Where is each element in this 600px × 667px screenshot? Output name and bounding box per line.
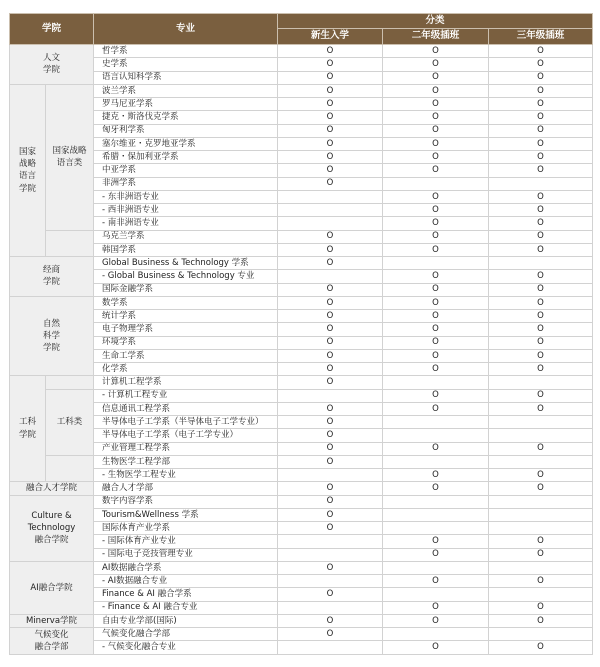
- table-row: [10, 508, 593, 521]
- admission-mark-second-year: O: [383, 243, 489, 256]
- admission-mark-freshman: O: [278, 614, 383, 627]
- admission-mark-second-year: O: [383, 349, 489, 362]
- table-row: [10, 283, 593, 296]
- school-label-line: 语言类: [56, 158, 83, 169]
- major-name: 产业管理工程学系: [94, 442, 278, 455]
- school-cell: [10, 614, 94, 627]
- admission-mark-third-year: O: [489, 575, 593, 588]
- table-row: [10, 641, 593, 654]
- admission-mark-freshman: [278, 190, 383, 203]
- admission-mark-freshman: O: [278, 323, 383, 336]
- major-name: 波兰学系: [94, 84, 278, 97]
- admission-mark-freshman: O: [278, 495, 383, 508]
- admission-mark-third-year: O: [489, 349, 593, 362]
- admission-mark-second-year: O: [383, 230, 489, 243]
- admission-mark-third-year: O: [489, 190, 593, 203]
- admission-mark-third-year: O: [489, 98, 593, 111]
- school-label-line: 人文: [43, 53, 61, 64]
- admission-mark-third-year: O: [489, 243, 593, 256]
- admission-mark-freshman: O: [278, 336, 383, 349]
- header-row-top: [10, 14, 593, 29]
- header-major: 专业: [94, 14, 278, 45]
- admission-mark-second-year: [383, 561, 489, 574]
- major-name: 自由专业学部(国际): [94, 614, 278, 627]
- major-name: 非洲学系: [94, 177, 278, 190]
- table-row: [10, 270, 593, 283]
- admission-mark-freshman: [278, 641, 383, 654]
- admission-mark-freshman: O: [278, 349, 383, 362]
- admission-mark-second-year: O: [383, 363, 489, 376]
- admission-mark-freshman: O: [278, 508, 383, 521]
- table-row: [10, 349, 593, 362]
- major-name: 生命工学系: [94, 349, 278, 362]
- admission-mark-freshman: O: [278, 45, 383, 58]
- major-name: 半导体电子工学系（半导体电子工学专业）: [94, 416, 278, 429]
- admission-mark-third-year: O: [489, 111, 593, 124]
- admission-mark-second-year: O: [383, 641, 489, 654]
- admission-mark-second-year: [383, 429, 489, 442]
- admission-mark-second-year: [383, 508, 489, 521]
- admission-mark-freshman: O: [278, 402, 383, 415]
- admission-mark-third-year: O: [489, 58, 593, 71]
- admission-mark-second-year: O: [383, 575, 489, 588]
- table-row: [10, 217, 593, 230]
- admission-mark-freshman: O: [278, 283, 383, 296]
- admission-mark-third-year: O: [489, 601, 593, 614]
- admission-mark-second-year: [383, 177, 489, 190]
- major-name: 计算机工程学系: [94, 376, 278, 389]
- admission-mark-second-year: O: [383, 535, 489, 548]
- table-row: [10, 58, 593, 71]
- admission-mark-third-year: [489, 257, 593, 270]
- school-label-line: 融合学院: [34, 535, 69, 546]
- major-name: - 计算机工程专业: [94, 389, 278, 402]
- admission-mark-second-year: O: [383, 124, 489, 137]
- admission-mark-third-year: O: [489, 442, 593, 455]
- header-school: 学院: [10, 14, 94, 45]
- major-name: - 气候变化融合专业: [94, 641, 278, 654]
- school-cell: [10, 495, 94, 561]
- admission-mark-third-year: O: [489, 124, 593, 137]
- admission-mark-freshman: [278, 535, 383, 548]
- admission-mark-freshman: O: [278, 177, 383, 190]
- admission-mark-third-year: [489, 495, 593, 508]
- admission-mark-third-year: O: [489, 336, 593, 349]
- major-name: 希腊・保加利亚学系: [94, 151, 278, 164]
- admission-mark-third-year: [489, 376, 593, 389]
- admission-mark-third-year: [489, 429, 593, 442]
- admission-mark-second-year: O: [383, 217, 489, 230]
- major-name: 哲学系: [94, 45, 278, 58]
- admission-mark-third-year: [489, 508, 593, 521]
- admission-mark-second-year: O: [383, 323, 489, 336]
- admission-mark-second-year: O: [383, 336, 489, 349]
- admission-mark-freshman: O: [278, 442, 383, 455]
- table-row: [10, 522, 593, 535]
- admission-mark-second-year: O: [383, 482, 489, 495]
- admission-mark-third-year: O: [489, 137, 593, 150]
- admission-mark-freshman: [278, 270, 383, 283]
- admission-mark-second-year: [383, 416, 489, 429]
- admission-mark-second-year: O: [383, 296, 489, 309]
- major-name: 生物医学工程学部: [94, 455, 278, 468]
- admission-mark-freshman: O: [278, 111, 383, 124]
- admission-mark-second-year: [383, 628, 489, 641]
- admission-mark-freshman: O: [278, 84, 383, 97]
- school-cell: [10, 296, 94, 376]
- admission-mark-third-year: [489, 588, 593, 601]
- major-name: 数学系: [94, 296, 278, 309]
- table-row: [10, 535, 593, 548]
- admission-mark-third-year: [489, 416, 593, 429]
- major-name: 国际体育产业学系: [94, 522, 278, 535]
- admission-mark-freshman: [278, 389, 383, 402]
- table-row: [10, 614, 593, 627]
- admission-mark-third-year: O: [489, 71, 593, 84]
- admission-mark-second-year: [383, 522, 489, 535]
- admission-mark-second-year: O: [383, 58, 489, 71]
- major-name: - 国际体育产业专业: [94, 535, 278, 548]
- major-name: - 国际电子竞技管理专业: [94, 548, 278, 561]
- school-label-line: 融合人才学院: [26, 483, 78, 494]
- admission-mark-second-year: O: [383, 548, 489, 561]
- school-label-line: 学院: [43, 277, 61, 288]
- admission-mark-second-year: O: [383, 190, 489, 203]
- major-name: 融合人才学部: [94, 482, 278, 495]
- major-name: 匈牙利学系: [94, 124, 278, 137]
- admission-mark-third-year: O: [489, 323, 593, 336]
- admission-mark-third-year: O: [489, 641, 593, 654]
- major-name: - 南非洲语专业: [94, 217, 278, 230]
- table-row: [10, 402, 593, 415]
- school-cell: [10, 628, 94, 655]
- sub-category-blank: [46, 230, 94, 257]
- admission-mark-second-year: O: [383, 84, 489, 97]
- school-cell: [10, 84, 46, 256]
- admission-mark-third-year: [489, 455, 593, 468]
- school-label-line: Culture &: [31, 510, 72, 521]
- admission-mark-freshman: O: [278, 429, 383, 442]
- table-row: [10, 495, 593, 508]
- sub-category-blank: [46, 455, 94, 482]
- admission-mark-freshman: [278, 469, 383, 482]
- school-cell: [10, 257, 94, 297]
- sub-category-cell: [46, 389, 94, 455]
- table-row: [10, 190, 593, 203]
- school-label-line: 学院: [18, 429, 36, 440]
- admission-mark-second-year: O: [383, 601, 489, 614]
- major-name: 电子物理学系: [94, 323, 278, 336]
- table-row: [10, 575, 593, 588]
- table-row: [10, 429, 593, 442]
- school-label-line: 学院: [43, 343, 61, 354]
- major-name: 信息通讯工程学系: [94, 402, 278, 415]
- school-label-line: Technology: [27, 523, 76, 534]
- admission-mark-second-year: O: [383, 45, 489, 58]
- admission-mark-second-year: [383, 455, 489, 468]
- major-name: 化学系: [94, 363, 278, 376]
- admission-mark-second-year: O: [383, 614, 489, 627]
- admission-mark-second-year: O: [383, 389, 489, 402]
- table-row: [10, 310, 593, 323]
- admission-mark-freshman: O: [278, 151, 383, 164]
- major-name: - 西非洲语专业: [94, 204, 278, 217]
- school-label-line: 战略: [18, 159, 36, 170]
- header-category: 分类: [278, 14, 593, 29]
- admission-mark-third-year: [489, 522, 593, 535]
- admission-mark-freshman: O: [278, 98, 383, 111]
- admission-mark-second-year: O: [383, 402, 489, 415]
- admission-mark-second-year: [383, 257, 489, 270]
- admission-mark-third-year: [489, 561, 593, 574]
- major-name: 捷克・斯洛伐克学系: [94, 111, 278, 124]
- school-cell: [10, 482, 94, 495]
- table-row: [10, 230, 593, 243]
- sub-category-cell: [46, 84, 94, 230]
- admission-mark-second-year: O: [383, 164, 489, 177]
- major-name: 统计学系: [94, 310, 278, 323]
- admission-mark-second-year: O: [383, 442, 489, 455]
- admission-mark-freshman: O: [278, 416, 383, 429]
- table-row: [10, 389, 593, 402]
- school-label-line: 气候变化: [34, 629, 69, 640]
- major-name: 国际金融学系: [94, 283, 278, 296]
- admission-mark-third-year: O: [489, 469, 593, 482]
- admission-mark-second-year: O: [383, 204, 489, 217]
- school-cell: [10, 376, 46, 482]
- major-name: 环境学系: [94, 336, 278, 349]
- admission-mark-freshman: [278, 575, 383, 588]
- major-name: 数字内容学系: [94, 495, 278, 508]
- admission-mark-freshman: O: [278, 257, 383, 270]
- table-row: [10, 548, 593, 561]
- school-label-line: 自然: [43, 318, 61, 329]
- table-row: [10, 469, 593, 482]
- table-row: [10, 561, 593, 574]
- table-row: [10, 257, 593, 270]
- major-name: 气候变化融合学部: [94, 628, 278, 641]
- major-name: - AI数据融合专业: [94, 575, 278, 588]
- admission-mark-third-year: O: [489, 482, 593, 495]
- admission-mark-third-year: O: [489, 389, 593, 402]
- admission-mark-freshman: O: [278, 164, 383, 177]
- school-label-line: 学院: [43, 65, 61, 76]
- sub-category-blank: [46, 376, 94, 389]
- admission-mark-third-year: O: [489, 230, 593, 243]
- table-row: [10, 601, 593, 614]
- major-name: - Finance & AI 融合专业: [94, 601, 278, 614]
- school-label-line: Minerva学院: [25, 615, 78, 626]
- table-row: [10, 164, 593, 177]
- table-row: [10, 98, 593, 111]
- admission-mark-second-year: O: [383, 111, 489, 124]
- school-label-line: AI融合学院: [30, 582, 73, 593]
- school-cell: [10, 561, 94, 614]
- table-body: [10, 45, 593, 655]
- major-name: 语言认知科学系: [94, 71, 278, 84]
- table-row: [10, 137, 593, 150]
- admission-mark-second-year: [383, 588, 489, 601]
- major-name: 塞尔维亚・克罗地亚学系: [94, 137, 278, 150]
- header-col-freshman: 新生入学: [278, 29, 383, 45]
- admission-mark-second-year: O: [383, 310, 489, 323]
- admission-mark-freshman: O: [278, 455, 383, 468]
- header-col-second-year: 二年级插班: [383, 29, 489, 45]
- major-name: Tourism&Wellness 学系: [94, 508, 278, 521]
- table-row: [10, 363, 593, 376]
- admission-mark-second-year: O: [383, 71, 489, 84]
- admission-mark-freshman: O: [278, 71, 383, 84]
- admission-mark-third-year: O: [489, 310, 593, 323]
- admission-mark-third-year: O: [489, 270, 593, 283]
- table-row: [10, 588, 593, 601]
- admission-mark-second-year: [383, 376, 489, 389]
- school-cell: [10, 45, 94, 85]
- admission-mark-freshman: O: [278, 58, 383, 71]
- admission-mark-third-year: O: [489, 402, 593, 415]
- admission-mark-third-year: O: [489, 363, 593, 376]
- table-row: [10, 482, 593, 495]
- major-name: Finance & AI 融合学系: [94, 588, 278, 601]
- table-row: [10, 455, 593, 468]
- major-name: AI数据融合学系: [94, 561, 278, 574]
- admission-mark-freshman: O: [278, 561, 383, 574]
- major-name: 罗马尼亚学系: [94, 98, 278, 111]
- admission-mark-freshman: O: [278, 296, 383, 309]
- admission-mark-third-year: O: [489, 164, 593, 177]
- admission-mark-freshman: O: [278, 230, 383, 243]
- header-col-third-year: 三年级插班: [489, 29, 593, 45]
- admission-mark-second-year: O: [383, 469, 489, 482]
- school-label-line: 国家: [18, 146, 36, 157]
- admission-mark-third-year: O: [489, 151, 593, 164]
- admission-mark-third-year: O: [489, 535, 593, 548]
- table-row: [10, 111, 593, 124]
- table-row: [10, 296, 593, 309]
- admission-mark-freshman: O: [278, 376, 383, 389]
- table-row: [10, 442, 593, 455]
- major-name: 史学系: [94, 58, 278, 71]
- admission-mark-second-year: O: [383, 98, 489, 111]
- table-row: [10, 204, 593, 217]
- admission-mark-freshman: [278, 548, 383, 561]
- admission-mark-third-year: O: [489, 548, 593, 561]
- admission-mark-freshman: O: [278, 124, 383, 137]
- admission-mark-third-year: O: [489, 204, 593, 217]
- school-label-line: 融合学部: [34, 641, 69, 652]
- admission-mark-freshman: [278, 217, 383, 230]
- admission-mark-second-year: O: [383, 151, 489, 164]
- major-name: 乌克兰学系: [94, 230, 278, 243]
- admission-mark-third-year: O: [489, 217, 593, 230]
- admission-mark-freshman: [278, 601, 383, 614]
- table-row: [10, 84, 593, 97]
- table-row: [10, 376, 593, 389]
- major-name: - 东非洲语专业: [94, 190, 278, 203]
- table-row: [10, 416, 593, 429]
- table-row: [10, 243, 593, 256]
- table-row: [10, 45, 593, 58]
- school-label-line: 工科: [18, 417, 36, 428]
- major-name: - Global Business & Technology 专业: [94, 270, 278, 283]
- admission-mark-freshman: O: [278, 243, 383, 256]
- school-label-line: 经商: [43, 265, 61, 276]
- table-row: [10, 71, 593, 84]
- admission-mark-third-year: [489, 628, 593, 641]
- major-name: 韩国学系: [94, 243, 278, 256]
- admission-mark-freshman: O: [278, 363, 383, 376]
- table-row: [10, 124, 593, 137]
- admission-mark-freshman: O: [278, 137, 383, 150]
- major-name: Global Business & Technology 学系: [94, 257, 278, 270]
- admission-mark-third-year: [489, 177, 593, 190]
- admission-mark-freshman: [278, 204, 383, 217]
- school-label-line: 语言: [18, 171, 36, 182]
- admission-mark-freshman: O: [278, 482, 383, 495]
- major-name: 半导体电子工学系（电子工学专业）: [94, 429, 278, 442]
- admission-mark-second-year: O: [383, 270, 489, 283]
- admission-mark-second-year: [383, 495, 489, 508]
- major-name: - 生物医学工程专业: [94, 469, 278, 482]
- admission-mark-second-year: O: [383, 137, 489, 150]
- table-row: [10, 628, 593, 641]
- admission-mark-freshman: O: [278, 588, 383, 601]
- admission-mark-second-year: O: [383, 283, 489, 296]
- admission-mark-third-year: O: [489, 283, 593, 296]
- admission-mark-freshman: O: [278, 522, 383, 535]
- admission-mark-third-year: O: [489, 84, 593, 97]
- major-name: 中亚学系: [94, 164, 278, 177]
- admission-mark-freshman: O: [278, 628, 383, 641]
- admission-mark-third-year: O: [489, 296, 593, 309]
- admission-mark-third-year: O: [489, 614, 593, 627]
- table-row: [10, 336, 593, 349]
- table-row: [10, 323, 593, 336]
- table-row: [10, 151, 593, 164]
- table-row: [10, 177, 593, 190]
- school-label-line: 国家战略: [52, 145, 87, 156]
- admission-mark-freshman: O: [278, 310, 383, 323]
- school-label-line: 科学: [43, 330, 61, 341]
- school-label-line: 工科类: [56, 416, 83, 427]
- admission-table: [9, 13, 593, 655]
- school-label-line: 学院: [18, 183, 36, 194]
- admission-mark-third-year: O: [489, 45, 593, 58]
